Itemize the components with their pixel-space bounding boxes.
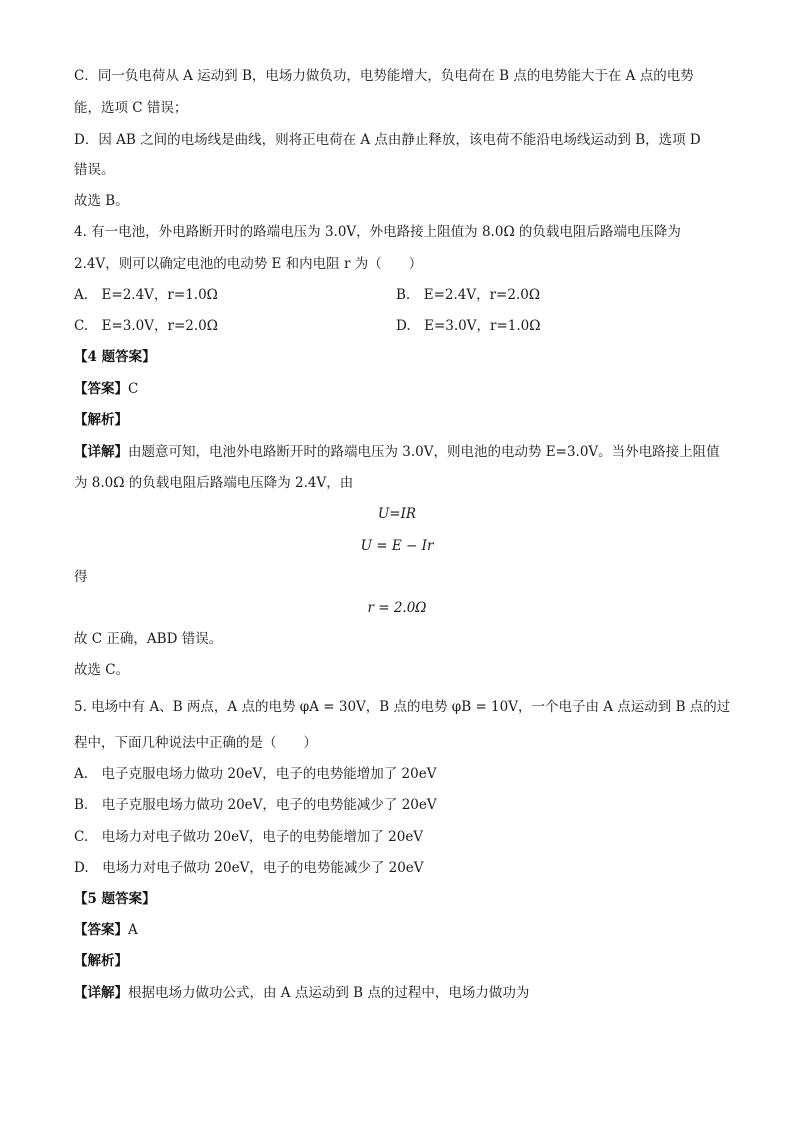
prev-conclusion: 故选 B。 bbox=[74, 193, 129, 209]
q4-option-a: A. E=2.4V，r=1.0Ω bbox=[74, 287, 218, 303]
q5-detail-tag: 【详解】 bbox=[74, 985, 128, 1001]
q5-option-d: D. 电场力对电子做功 20eV，电子的电势能减少了 20eV bbox=[74, 860, 424, 876]
q4-stem-line2: 2.4V，则可以确定电池的电动势 E 和内电阻 r 为（ ） bbox=[74, 256, 423, 272]
q4-detail-line1-row bbox=[74, 442, 720, 462]
q4-answer-header: 【4 题答案】 bbox=[74, 349, 156, 365]
q5-detail-line1: 根据电场力做功公式，由 A 点运动到 B 点的过程中，电场力做功为 bbox=[128, 985, 530, 1001]
q4-de: 得 bbox=[74, 569, 88, 585]
q4-detail-tag: 【详解】 bbox=[74, 444, 128, 460]
q5-analysis-tag: 【解析】 bbox=[74, 953, 128, 969]
q4-equation-1: U=IR bbox=[377, 506, 417, 522]
q4-correct-line: 故 C 正确，ABD 错误。 bbox=[74, 631, 223, 647]
q4-conclusion: 故选 C。 bbox=[74, 662, 130, 678]
q4-detail-line2: 为 8.0Ω 的负载电阻后路端电压降为 2.4V，由 bbox=[74, 475, 354, 491]
q5-answer-value: A bbox=[128, 922, 138, 938]
q4-analysis-tag: 【解析】 bbox=[74, 412, 128, 428]
q5-stem-line2: 程中，下面几种说法中正确的是（ ） bbox=[74, 735, 317, 751]
q5-answer-row bbox=[74, 920, 138, 940]
q4-answer-tag: 【答案】 bbox=[74, 381, 128, 397]
q4-answer-row bbox=[74, 379, 138, 399]
q5-option-a: A. 电子克服电场力做功 20eV，电子的电势能增加了 20eV bbox=[74, 766, 437, 782]
prev-option-c-line1: C．同一负电荷从 A 运动到 B，电场力做负功，电势能增大，负电荷在 B 点的电势能大于在 A 点的电势 bbox=[74, 68, 694, 84]
q4-answer-value: C bbox=[128, 381, 139, 397]
q5-stem-line1: 5. 电场中有 A、B 两点，A 点的电势 φA = 30V，B 点的电势 φB = 10V，一个电子由 A 点运动到 B 点的过 bbox=[74, 699, 731, 715]
q4-option-d: D. E=3.0V，r=1.0Ω bbox=[396, 318, 541, 334]
prev-option-c-line2: 能，选项 C 错误； bbox=[74, 100, 188, 116]
q4-option-b: B. E=2.4V，r=2.0Ω bbox=[396, 287, 541, 303]
q5-option-b: B. 电子克服电场力做功 20eV，电子的电势能减少了 20eV bbox=[74, 797, 437, 813]
q4-option-c: C. E=3.0V，r=2.0Ω bbox=[74, 318, 218, 334]
q4-equation-2: U = E − Ir bbox=[360, 538, 434, 554]
q5-answer-header: 【5 题答案】 bbox=[74, 891, 156, 907]
prev-option-d-line1: D．因 AB 之间的电场线是曲线，则将正电荷在 A 点由静止释放，该电荷不能沿电场线运动到 B，选项 D bbox=[74, 132, 701, 148]
q5-option-c: C. 电场力对电子做功 20eV，电子的电势能增加了 20eV bbox=[74, 829, 424, 845]
q5-answer-tag: 【答案】 bbox=[74, 922, 128, 938]
q4-stem-line1: 4. 有一电池，外电路断开时的路端电压为 3.0V，外电路接上阻值为 8.0Ω 的负载电阻后路端电压降为 bbox=[74, 224, 681, 240]
prev-option-d-line2: 错误。 bbox=[74, 162, 115, 178]
q4-equation-3: r = 2.0Ω bbox=[367, 600, 427, 616]
q5-detail-line1-row bbox=[74, 983, 529, 1003]
q4-detail-line1: 由题意可知，电池外电路断开时的路端电压为 3.0V，则电池的电动势 E=3.0V。当外电路接上阻值 bbox=[128, 444, 720, 460]
